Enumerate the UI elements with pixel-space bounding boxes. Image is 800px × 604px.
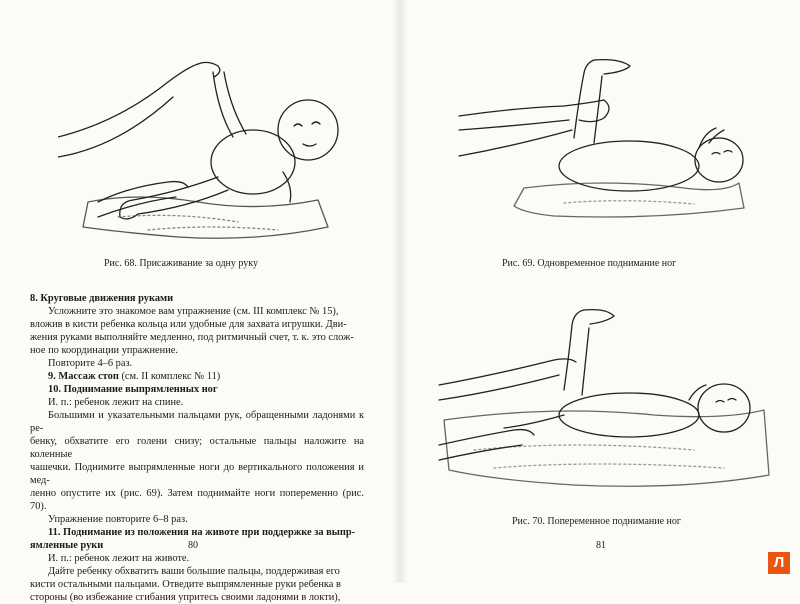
figure-69-caption: Рис. 69. Одновременное поднимание ног (502, 258, 677, 269)
section-11-line-3: стороны (во избежание сгибания упритесь своими ладонями в локти), (30, 592, 341, 603)
section-9 (30, 370, 364, 383)
section-11-start: И. п.: ребенок лежит на животе. (48, 553, 190, 564)
right-page (404, 0, 800, 583)
figure-70-caption: Рис. 70. Попеременное поднимание ног (512, 516, 681, 527)
section-10-line-1: Большими и указательными пальцами рук, обращенными ладонями к ре- (30, 410, 364, 434)
section-8-line-1: Усложните это знакомое вам упражнение (см. III комплекс № 15), (48, 306, 339, 317)
section-10-line-2: бенку, обхватите его голени снизу; остальные пальцы наложите на коленные (30, 436, 364, 460)
section-9-ref: (см. II комплекс № 11) (121, 371, 221, 382)
figure-70-illustration (434, 300, 774, 515)
section-8-line-3: жения руками выполняйте медленно, под ритмичный счет, т. к. это слож- (30, 332, 354, 343)
section-10-heading: 10. Поднимание выпрямленных ног (48, 384, 218, 395)
figure-68-illustration (58, 52, 358, 252)
publisher-badge: Л (768, 552, 790, 574)
left-page-body (30, 292, 364, 604)
section-11-heading-b: ямленные руки (30, 540, 104, 551)
left-page (0, 0, 396, 603)
section-10-line-4: ленно опустите их (рис. 69). Затем поднимайте ноги попеременно (рис. 70). (30, 488, 364, 512)
section-10-start: И. п.: ребенок лежит на спине. (48, 397, 184, 408)
section-11-line-2: кисти остальными пальцами. Отведите выпрямленные руки ребенка в (30, 579, 341, 590)
section-8-repeat: Повторите 4–6 раз. (48, 358, 133, 369)
left-page-number: 80 (188, 540, 198, 551)
section-8-heading: 8. Круговые движения руками (30, 293, 174, 304)
section-11-heading-a: 11. Поднимание из положения на животе при поддержке за выпр- (48, 527, 356, 538)
section-9-heading: 9. Массаж стоп (48, 371, 119, 382)
section-8-line-2: вложив в кисти ребенка кольца или удобные для захвата игрушки. Дви- (30, 319, 347, 330)
section-8-line-4: ное по координации упражнение. (30, 345, 178, 356)
right-page-number: 81 (596, 540, 606, 551)
section-10-line-3: чашечки. Поднимите выпрямленные ноги до вертикального положения и мед- (30, 462, 364, 486)
figure-68-caption: Рис. 68. Присаживание за одну руку (104, 258, 258, 269)
section-10-repeat: Упражнение повторите 6–8 раз. (48, 514, 188, 525)
section-11-line-1: Дайте ребенку обхватить ваши большие пальцы, поддерживая его (48, 566, 340, 577)
figure-69-illustration (454, 48, 754, 223)
